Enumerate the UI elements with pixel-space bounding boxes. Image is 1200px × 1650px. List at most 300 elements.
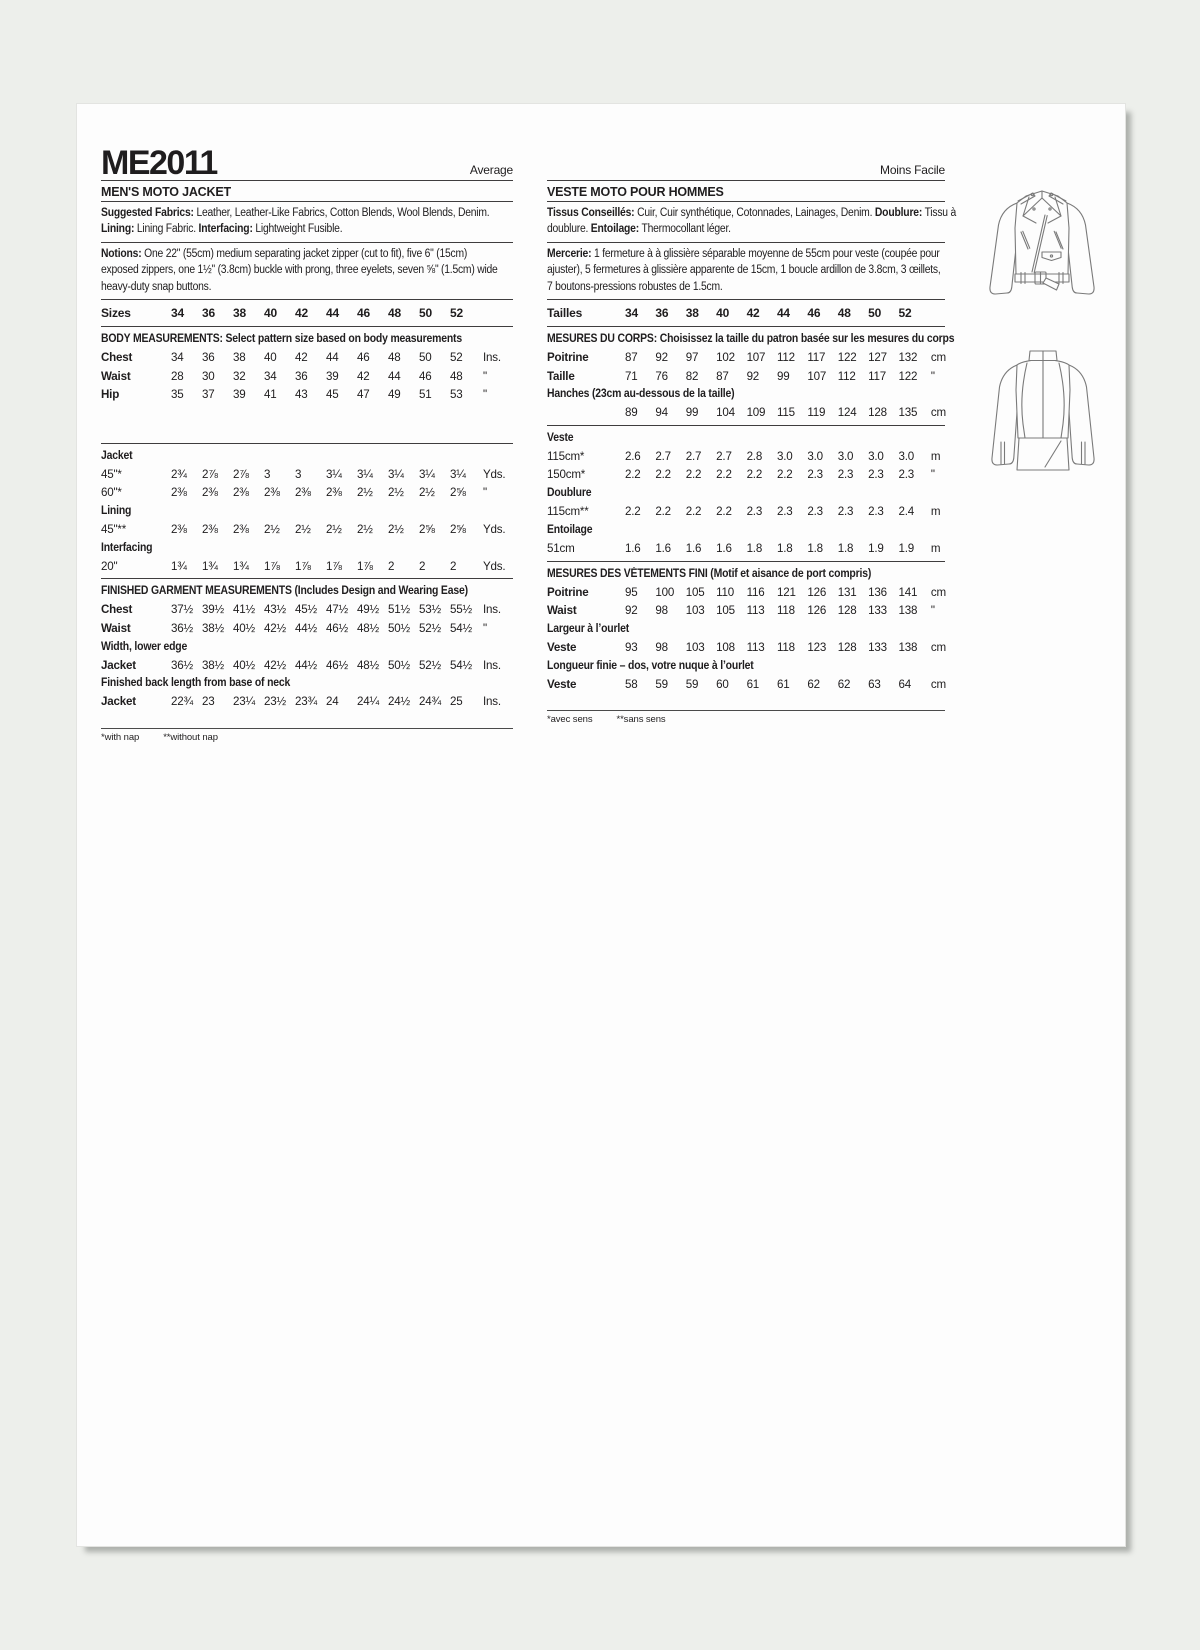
measurement-value: 102 bbox=[716, 351, 735, 365]
measurement-value: 44 bbox=[776, 305, 790, 320]
row-label: Chest bbox=[101, 603, 133, 617]
measurement-value: 47 bbox=[357, 387, 370, 401]
measurement-value: 2½ bbox=[419, 486, 435, 500]
measurements-table-fr bbox=[547, 302, 955, 693]
row-label: Width, lower edge bbox=[101, 639, 188, 653]
table-note-row bbox=[101, 582, 513, 600]
measurement-value: 1⅞ bbox=[264, 559, 280, 573]
measurement-value: 2 bbox=[388, 559, 395, 573]
row-label: Poitrine bbox=[547, 585, 589, 599]
measurement-value: 22¾ bbox=[171, 695, 193, 709]
text-run: heavy-duty snap buttons. bbox=[101, 280, 212, 293]
measurement-value: 2⅜ bbox=[202, 522, 218, 536]
table-row bbox=[547, 602, 945, 620]
measurement-value: 28 bbox=[171, 369, 184, 383]
measurement-value: 58 bbox=[625, 677, 638, 691]
measurement-value: 47½ bbox=[326, 603, 348, 617]
measurement-value: 44 bbox=[388, 369, 401, 383]
measurement-value: 3.0 bbox=[776, 450, 793, 464]
measurement-value: 32 bbox=[233, 369, 246, 383]
measurement-value: 23¼ bbox=[233, 695, 255, 709]
table-row bbox=[547, 348, 945, 366]
unit-label: cm bbox=[930, 406, 946, 420]
measurement-value: 35 bbox=[171, 387, 184, 401]
measurement-value: 92 bbox=[625, 604, 638, 618]
table-section-row bbox=[547, 429, 945, 447]
text-run: 1 fermeture à à glissière séparable moyenne de 55cm pour veste (coupée pour bbox=[591, 247, 940, 260]
row-label: 150cm* bbox=[547, 468, 586, 482]
text-run: Tissu à bbox=[922, 207, 957, 219]
measurement-value: 40½ bbox=[233, 658, 255, 672]
measurement-value: 112 bbox=[837, 369, 856, 383]
row-label: Waist bbox=[547, 604, 577, 618]
row-label: 45"* bbox=[101, 467, 122, 481]
measurement-value: 41 bbox=[264, 387, 277, 401]
measurement-value: 1.6 bbox=[625, 542, 641, 556]
measurement-value: 3 bbox=[264, 467, 271, 481]
measurement-value: 103 bbox=[685, 604, 705, 618]
measurement-value: 2½ bbox=[388, 486, 404, 500]
measurement-value: 2 bbox=[450, 559, 457, 573]
measurement-value: 95 bbox=[625, 585, 638, 599]
measurement-value: 104 bbox=[716, 406, 735, 420]
measurement-value: 122 bbox=[898, 369, 918, 383]
measurement-value: 50½ bbox=[388, 621, 410, 635]
row-label: Jacket bbox=[101, 695, 136, 709]
table-row bbox=[547, 302, 945, 323]
divider-rule bbox=[101, 440, 513, 444]
row-label: 115cm* bbox=[547, 450, 585, 464]
measurement-value: 46½ bbox=[326, 658, 348, 672]
measurement-value: 133 bbox=[868, 604, 887, 618]
row-label: 45"** bbox=[101, 522, 127, 536]
text-run: Leather, Leather-Like Fabrics, Cotton Blends, Wool Blends, Denim. bbox=[193, 207, 490, 219]
difficulty-label-fr: Moins Facile bbox=[880, 163, 945, 177]
text-run: doublure. bbox=[547, 223, 591, 236]
measurement-value: 61 bbox=[776, 677, 790, 691]
measurement-value: 49 bbox=[388, 387, 401, 401]
table-section-row bbox=[547, 385, 945, 403]
measurement-value: 40 bbox=[264, 351, 277, 365]
measurement-value: 53½ bbox=[419, 603, 441, 617]
measurement-value: 2⅜ bbox=[326, 486, 342, 500]
row-label: Entoilage bbox=[547, 522, 593, 536]
measurement-value: 1.6 bbox=[685, 542, 702, 556]
row-label: BODY MEASUREMENTS: Select pattern size based on body measurements bbox=[101, 332, 462, 346]
measurement-value: 24¼ bbox=[357, 695, 379, 709]
row-label: 51cm bbox=[547, 542, 575, 556]
measurement-value: 1¾ bbox=[171, 559, 187, 573]
measurement-value: 2⅞ bbox=[202, 467, 218, 481]
table-row bbox=[547, 675, 945, 693]
measurement-value: 2⅜ bbox=[233, 522, 249, 536]
measurement-value: 3¼ bbox=[326, 467, 342, 481]
measurement-value: 3.0 bbox=[898, 450, 915, 464]
measurement-value: 48 bbox=[388, 351, 401, 365]
table-row bbox=[101, 656, 513, 674]
measurement-value: 50½ bbox=[388, 658, 410, 672]
measurement-value: 54½ bbox=[450, 658, 472, 672]
measurement-value: 105 bbox=[716, 604, 735, 618]
measurement-value: 1.6 bbox=[716, 542, 732, 556]
text-line bbox=[101, 221, 472, 237]
english-column bbox=[101, 142, 513, 743]
table-row bbox=[101, 483, 513, 501]
text-run: Lightweight Fusible. bbox=[252, 223, 343, 236]
row-label: MESURES DU CORPS: Choisissez la taille du patron basée sur les mesures du corps bbox=[547, 332, 955, 346]
measurement-value: 2⅝ bbox=[450, 486, 466, 500]
row-label: Doublure bbox=[547, 486, 592, 500]
measurement-value: 2.2 bbox=[625, 468, 641, 482]
measurement-value: 45 bbox=[326, 387, 339, 401]
measurement-value: 124 bbox=[837, 406, 857, 420]
measurement-value: 2.2 bbox=[685, 468, 702, 482]
unit-label: cm bbox=[930, 640, 946, 654]
measurement-value: 87 bbox=[625, 351, 638, 365]
unit-label: m bbox=[930, 542, 941, 556]
jacket-back-line-drawing bbox=[983, 342, 1103, 488]
measurement-value: 92 bbox=[655, 351, 668, 365]
row-label: Largeur à l’ourlet bbox=[547, 621, 629, 635]
measurement-value: 48½ bbox=[357, 658, 379, 672]
measurement-value: 34 bbox=[171, 351, 184, 365]
measurement-value: 1¾ bbox=[202, 559, 218, 573]
measurement-value: 94 bbox=[655, 406, 668, 420]
measurement-value: 100 bbox=[655, 585, 675, 599]
measurement-value: 37 bbox=[202, 387, 215, 401]
text-line bbox=[101, 279, 472, 295]
table-section-row bbox=[547, 657, 945, 675]
measurement-value: 2.7 bbox=[716, 450, 732, 464]
unit-label: " bbox=[483, 369, 487, 383]
measurement-value: 38½ bbox=[202, 621, 224, 635]
row-label: Hanches (23cm au-dessous de la taille) bbox=[547, 387, 735, 401]
divider-rule bbox=[547, 323, 945, 327]
measurement-value: 115 bbox=[776, 406, 795, 420]
measurement-value: 2 bbox=[419, 559, 426, 573]
measurement-value: 105 bbox=[685, 585, 705, 599]
table-note-row bbox=[547, 565, 945, 583]
measurement-value: 97 bbox=[685, 351, 699, 365]
text-line bbox=[547, 262, 941, 278]
bold-run: Entoilage: bbox=[590, 223, 640, 236]
measurement-value: 2.4 bbox=[898, 505, 915, 519]
measurement-value: 52½ bbox=[419, 658, 441, 672]
measurement-value: 123 bbox=[807, 640, 827, 654]
row-label: 60"* bbox=[101, 486, 122, 500]
measurement-value: 2.3 bbox=[807, 505, 823, 519]
measurement-value: 50 bbox=[419, 351, 432, 365]
measurement-value: 2.3 bbox=[898, 468, 915, 482]
measurement-value: 2.2 bbox=[716, 468, 732, 482]
measurement-value: 2.3 bbox=[746, 505, 763, 519]
measurement-value: 2⅞ bbox=[233, 467, 249, 481]
measurement-value: 89 bbox=[625, 406, 638, 420]
measurement-value: 44 bbox=[326, 305, 339, 320]
measurement-value: 1.6 bbox=[655, 542, 671, 556]
table-section-row bbox=[101, 502, 513, 520]
measurement-value: 93 bbox=[625, 640, 638, 654]
measurement-value: 1.8 bbox=[837, 542, 854, 556]
unit-label: cm bbox=[930, 585, 946, 599]
measurement-value: 49½ bbox=[357, 603, 379, 617]
table-row bbox=[101, 385, 513, 403]
unit-label: Ins. bbox=[483, 603, 501, 617]
table-row bbox=[547, 367, 945, 385]
measurement-value: 119 bbox=[807, 406, 826, 420]
unit-label: " bbox=[930, 604, 935, 618]
measurement-value: 2½ bbox=[357, 522, 373, 536]
measurement-value: 1.8 bbox=[776, 542, 793, 556]
garment-title-fr: VESTE MOTO POUR HOMMES bbox=[547, 181, 945, 202]
measurement-value: 44 bbox=[326, 351, 339, 365]
measurement-value: 3 bbox=[295, 467, 302, 481]
table-row bbox=[101, 367, 513, 385]
measurement-value: 2½ bbox=[388, 522, 404, 536]
row-label: Veste bbox=[547, 640, 577, 654]
measurement-value: 112 bbox=[776, 351, 795, 365]
measurement-value: 2.2 bbox=[685, 505, 702, 519]
table-row bbox=[547, 404, 945, 422]
measurement-value: 76 bbox=[655, 369, 668, 383]
measurement-value: 113 bbox=[746, 640, 765, 654]
measurement-value: 3¼ bbox=[357, 467, 373, 481]
measurement-value: 109 bbox=[746, 406, 766, 420]
measurement-value: 52 bbox=[450, 305, 463, 320]
table-row bbox=[101, 601, 513, 619]
table-row bbox=[101, 348, 513, 366]
measurement-value: 2¾ bbox=[171, 467, 187, 481]
measurement-value: 38 bbox=[685, 305, 699, 320]
measurement-value: 2½ bbox=[357, 486, 373, 500]
measurement-value: 2.3 bbox=[776, 505, 793, 519]
measurement-value: 44½ bbox=[295, 658, 317, 672]
row-label: Taille bbox=[547, 369, 575, 383]
measurement-value: 46 bbox=[357, 351, 370, 365]
header-row-en bbox=[101, 142, 513, 181]
bold-run: Mercerie: bbox=[547, 247, 592, 260]
measurement-value: 52 bbox=[450, 351, 463, 365]
measurement-value: 2.2 bbox=[655, 468, 671, 482]
measurement-value: 1¾ bbox=[233, 559, 249, 573]
table-row bbox=[547, 583, 945, 601]
measurement-value: 138 bbox=[898, 640, 918, 654]
divider-rule bbox=[547, 422, 945, 426]
footnote-text: *with nap bbox=[101, 732, 140, 744]
garment-title-en: MEN'S MOTO JACKET bbox=[101, 181, 513, 202]
measurement-value: 127 bbox=[868, 351, 887, 365]
measurement-value: 38 bbox=[233, 305, 246, 320]
measurement-value: 24½ bbox=[388, 695, 410, 709]
measurement-value: 37½ bbox=[171, 603, 193, 617]
measurement-value: 48 bbox=[388, 305, 401, 320]
row-label: Lining bbox=[101, 503, 132, 517]
text-run: exposed zippers, one 1½" (3.8cm) buckle with prong, three eyelets, seven ⅝" (1.5cm) wide bbox=[101, 264, 498, 277]
measurement-value: 116 bbox=[746, 585, 765, 599]
measurement-value: 42 bbox=[295, 305, 308, 320]
measurement-value: 1⅞ bbox=[295, 559, 311, 573]
row-label: 115cm** bbox=[547, 505, 589, 519]
table-row bbox=[547, 638, 945, 656]
text-run: Thermocollant léger. bbox=[639, 223, 731, 236]
measurement-value: 39 bbox=[233, 387, 246, 401]
text-line bbox=[547, 246, 940, 262]
table-row bbox=[547, 503, 945, 521]
measurement-value: 2⅝ bbox=[450, 522, 466, 536]
unit-label: " bbox=[483, 387, 487, 401]
row-label: Tailles bbox=[547, 305, 583, 320]
measurement-value: 36 bbox=[295, 369, 308, 383]
measurement-value: 46½ bbox=[326, 621, 348, 635]
measurement-value: 25 bbox=[450, 695, 463, 709]
measurement-value: 41½ bbox=[233, 603, 255, 617]
measurement-value: 44½ bbox=[295, 621, 317, 635]
measurement-value: 2⅝ bbox=[419, 522, 435, 536]
measurement-value: 40½ bbox=[233, 621, 255, 635]
measurement-value: 2⅜ bbox=[233, 486, 249, 500]
measurement-value: 45½ bbox=[295, 603, 317, 617]
unit-label: m bbox=[930, 505, 941, 519]
measurement-value: 128 bbox=[837, 604, 857, 618]
measurement-value: 24 bbox=[326, 695, 339, 709]
measurement-value: 39½ bbox=[202, 603, 224, 617]
row-label: Veste bbox=[547, 677, 577, 691]
measurement-value: 43 bbox=[295, 387, 308, 401]
spacer bbox=[101, 404, 513, 440]
measurement-value: 62 bbox=[807, 677, 820, 691]
measurement-value: 117 bbox=[807, 351, 826, 365]
measurement-value: 118 bbox=[776, 640, 795, 654]
measurement-value: 42½ bbox=[264, 658, 286, 672]
measurement-value: 42 bbox=[746, 305, 760, 320]
divider-rule bbox=[101, 323, 513, 327]
text-line bbox=[101, 246, 472, 262]
measurement-value: 126 bbox=[807, 585, 827, 599]
measurement-value: 2.2 bbox=[655, 505, 671, 519]
measurement-value: 2.6 bbox=[625, 450, 641, 464]
text-run: ajuster), 5 fermetures à glissière apparente de 15cm, 1 boucle ardillon de 3.8cm, 3 œillets, bbox=[547, 264, 941, 277]
measurement-value: 46 bbox=[419, 369, 432, 383]
measurement-value: 30 bbox=[202, 369, 215, 383]
measurement-value: 42 bbox=[295, 351, 308, 365]
measurement-value: 34 bbox=[625, 305, 638, 320]
bold-run: Suggested Fabrics: bbox=[101, 207, 194, 219]
measurement-value: 59 bbox=[685, 677, 699, 691]
tissus-paragraph bbox=[547, 202, 957, 243]
measurement-value: 59 bbox=[655, 677, 668, 691]
measurement-value: 36 bbox=[202, 305, 215, 320]
measurement-value: 2⅜ bbox=[171, 486, 187, 500]
row-label: Veste bbox=[547, 430, 574, 444]
footnote-text: *avec sens bbox=[547, 714, 593, 726]
jacket-front-line-drawing bbox=[979, 182, 1105, 322]
measurement-value: 126 bbox=[807, 604, 827, 618]
row-label: Hip bbox=[101, 387, 120, 401]
measurement-value: 131 bbox=[837, 585, 857, 599]
measurement-value: 117 bbox=[868, 369, 887, 383]
table-section-row bbox=[101, 674, 513, 692]
measurement-value: 3.0 bbox=[837, 450, 854, 464]
measurement-value: 52 bbox=[898, 305, 912, 320]
table-row bbox=[101, 557, 513, 575]
measurement-value: 60 bbox=[716, 677, 729, 691]
measurement-value: 2½ bbox=[295, 522, 311, 536]
text-line bbox=[547, 205, 957, 221]
row-label: Poitrine bbox=[547, 351, 589, 365]
row-label: FINISHED GARMENT MEASUREMENTS (Includes Design and Wearing Ease) bbox=[101, 584, 468, 598]
measurement-value: 1.9 bbox=[898, 542, 915, 556]
footnote-fr bbox=[547, 710, 945, 725]
row-label: Waist bbox=[101, 369, 131, 383]
bold-run: Interfacing: bbox=[198, 223, 253, 236]
measurement-value: 40 bbox=[264, 305, 277, 320]
measurement-value: 98 bbox=[655, 640, 668, 654]
measurements-table-en bbox=[101, 302, 513, 711]
table-note-row bbox=[101, 330, 513, 348]
divider-rule bbox=[101, 575, 513, 579]
table-row bbox=[547, 539, 945, 557]
footnote-text: **without nap bbox=[163, 732, 218, 744]
measurement-value: 3¼ bbox=[388, 467, 404, 481]
french-column bbox=[547, 142, 957, 726]
unit-label: Yds. bbox=[483, 559, 506, 573]
table-row bbox=[101, 619, 513, 637]
measurement-value: 71 bbox=[625, 369, 638, 383]
unit-label: Ins. bbox=[483, 658, 501, 672]
measurement-value: 2½ bbox=[264, 522, 280, 536]
measurement-value: 1⅞ bbox=[357, 559, 373, 573]
measurement-value: 50 bbox=[868, 305, 882, 320]
text-line bbox=[547, 221, 905, 237]
measurement-value: 2.2 bbox=[716, 505, 732, 519]
measurement-value: 38 bbox=[233, 351, 246, 365]
unit-label: " bbox=[930, 468, 935, 482]
row-label: Interfacing bbox=[101, 540, 153, 554]
measurement-value: 82 bbox=[685, 369, 699, 383]
bold-run: Lining: bbox=[101, 223, 135, 236]
measurement-value: 2.3 bbox=[807, 468, 823, 482]
measurement-value: 2⅜ bbox=[264, 486, 280, 500]
measurement-value: 3.0 bbox=[868, 450, 884, 464]
measurement-value: 135 bbox=[898, 406, 918, 420]
text-line bbox=[101, 205, 490, 221]
row-label: Chest bbox=[101, 351, 133, 365]
bold-run: Notions: bbox=[101, 247, 142, 260]
measurement-value: 54½ bbox=[450, 621, 472, 635]
measurement-value: 36½ bbox=[171, 621, 193, 635]
text-run: 7 boutons-pressions robustes de 1.5cm. bbox=[547, 280, 723, 293]
measurement-value: 2⅜ bbox=[171, 522, 187, 536]
measurement-value: 63 bbox=[868, 677, 881, 691]
measurement-value: 1.8 bbox=[807, 542, 823, 556]
measurement-value: 133 bbox=[868, 640, 887, 654]
table-section-row bbox=[547, 484, 945, 502]
table-section-row bbox=[101, 539, 513, 557]
unit-label: Ins. bbox=[483, 351, 501, 365]
measurement-value: 107 bbox=[746, 351, 766, 365]
table-row bbox=[101, 465, 513, 483]
measurement-value: 3¼ bbox=[419, 467, 435, 481]
measurement-value: 108 bbox=[716, 640, 735, 654]
table-row bbox=[547, 466, 945, 484]
measurement-value: 132 bbox=[898, 351, 918, 365]
unit-label: " bbox=[930, 369, 935, 383]
measurement-value: 2⅜ bbox=[202, 486, 218, 500]
mercerie-paragraph bbox=[547, 243, 945, 300]
text-line bbox=[547, 279, 905, 295]
measurement-value: 42 bbox=[357, 369, 370, 383]
bold-run: Tissus Conseillés: bbox=[547, 207, 635, 219]
